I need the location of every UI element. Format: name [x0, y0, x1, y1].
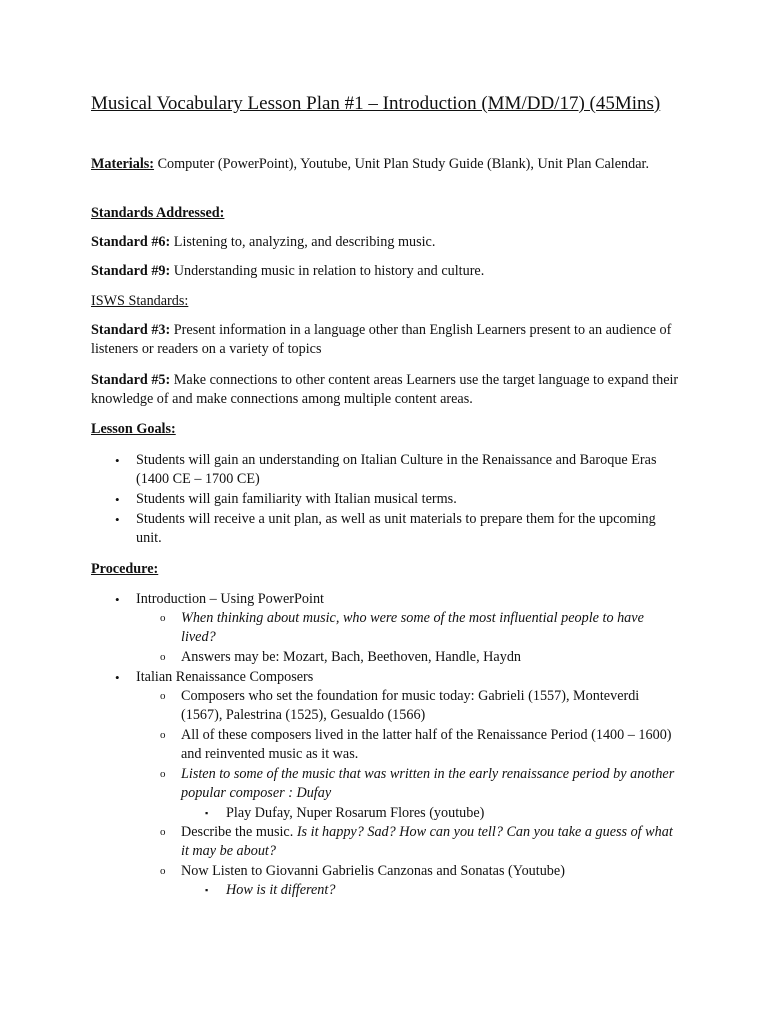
standard-3: Standard #3: Present information in a language other than English Learners present to an audience of listeners or readers on a variety of topics	[91, 322, 672, 357]
bullet-circle: o	[160, 826, 166, 838]
bullet-circle: o	[160, 690, 166, 702]
standards-heading: Standards Addressed:	[91, 205, 225, 221]
procedure-renaissance: Italian Renaissance Composers	[136, 669, 314, 685]
procedure-play-dufay: Play Dufay, Nuper Rosarum Flores (youtube)	[226, 805, 485, 821]
materials-paragraph	[91, 155, 691, 174]
materials-text: Computer (PowerPoint), Youtube, Unit Plan Study Guide (Blank), Unit Plan Calendar.	[154, 156, 649, 172]
procedure-intro-question: When thinking about music, who were some of the most influential people to have lived?	[181, 610, 644, 645]
procedure-listen: Listen to some of the music that was written in the early renaissance period by another popular composer : Dufay	[181, 766, 675, 801]
procedure-gabrieli: Now Listen to Giovanni Gabrielis Canzonas and Sonatas (Youtube)	[181, 863, 565, 879]
bullet-dot: •	[115, 592, 120, 607]
standard-6: Standard #6: Listening to, analyzing, and describing music.	[91, 234, 436, 250]
materials-label: Materials:	[91, 156, 155, 172]
bullet-square: ▪	[205, 808, 209, 818]
procedure-composers: Composers who set the foundation for music today: Gabrieli (1557), Monteverdi (1567), Palestrina (1525), Gesualdo (1566)	[181, 688, 640, 723]
bullet-dot: •	[115, 453, 120, 468]
bullet-dot: •	[115, 492, 120, 507]
bullet-circle: o	[160, 768, 166, 780]
bullet-circle: o	[160, 729, 166, 741]
goal-item: Students will gain an understanding on Italian Culture in the Renaissance and Baroque Eras (1400 CE – 1700 CE)	[136, 452, 657, 487]
page-title: Musical Vocabulary Lesson Plan #1 – Introduction (MM/DD/17) (45Mins)	[91, 93, 661, 114]
goals-heading: Lesson Goals:	[91, 421, 176, 437]
standard-9: Standard #9: Understanding music in relation to history and culture.	[91, 263, 485, 279]
procedure-intro-answer: Answers may be: Mozart, Bach, Beethoven, Handle, Haydn	[181, 649, 522, 665]
procedure-latter-half: All of these composers lived in the latter half of the Renaissance Period (1400 – 1600) and reinvented music as it was.	[181, 727, 672, 762]
isws-heading: ISWS Standards:	[91, 293, 189, 309]
standard-5: Standard #5: Make connections to other content areas Learners use the target language to expand their knowledge of and make connections among multiple content areas.	[91, 372, 679, 407]
bullet-circle: o	[160, 865, 166, 877]
procedure-describe: Describe the music. Is it happy? Sad? How can you tell? Can you take a guess of what it may be about?	[181, 824, 673, 859]
bullet-dot: •	[115, 670, 120, 685]
bullet-square: ▪	[205, 885, 209, 895]
goal-item: Students will gain familiarity with Italian musical terms.	[136, 491, 457, 507]
procedure-different: How is it different?	[226, 882, 336, 898]
bullet-circle: o	[160, 612, 166, 624]
goal-item: Students will receive a unit plan, as well as unit materials to prepare them for the upcoming unit.	[136, 511, 656, 546]
bullet-circle: o	[160, 651, 166, 663]
bullet-dot: •	[115, 512, 120, 527]
procedure-intro: Introduction – Using PowerPoint	[136, 591, 324, 607]
procedure-heading: Procedure:	[91, 561, 159, 577]
